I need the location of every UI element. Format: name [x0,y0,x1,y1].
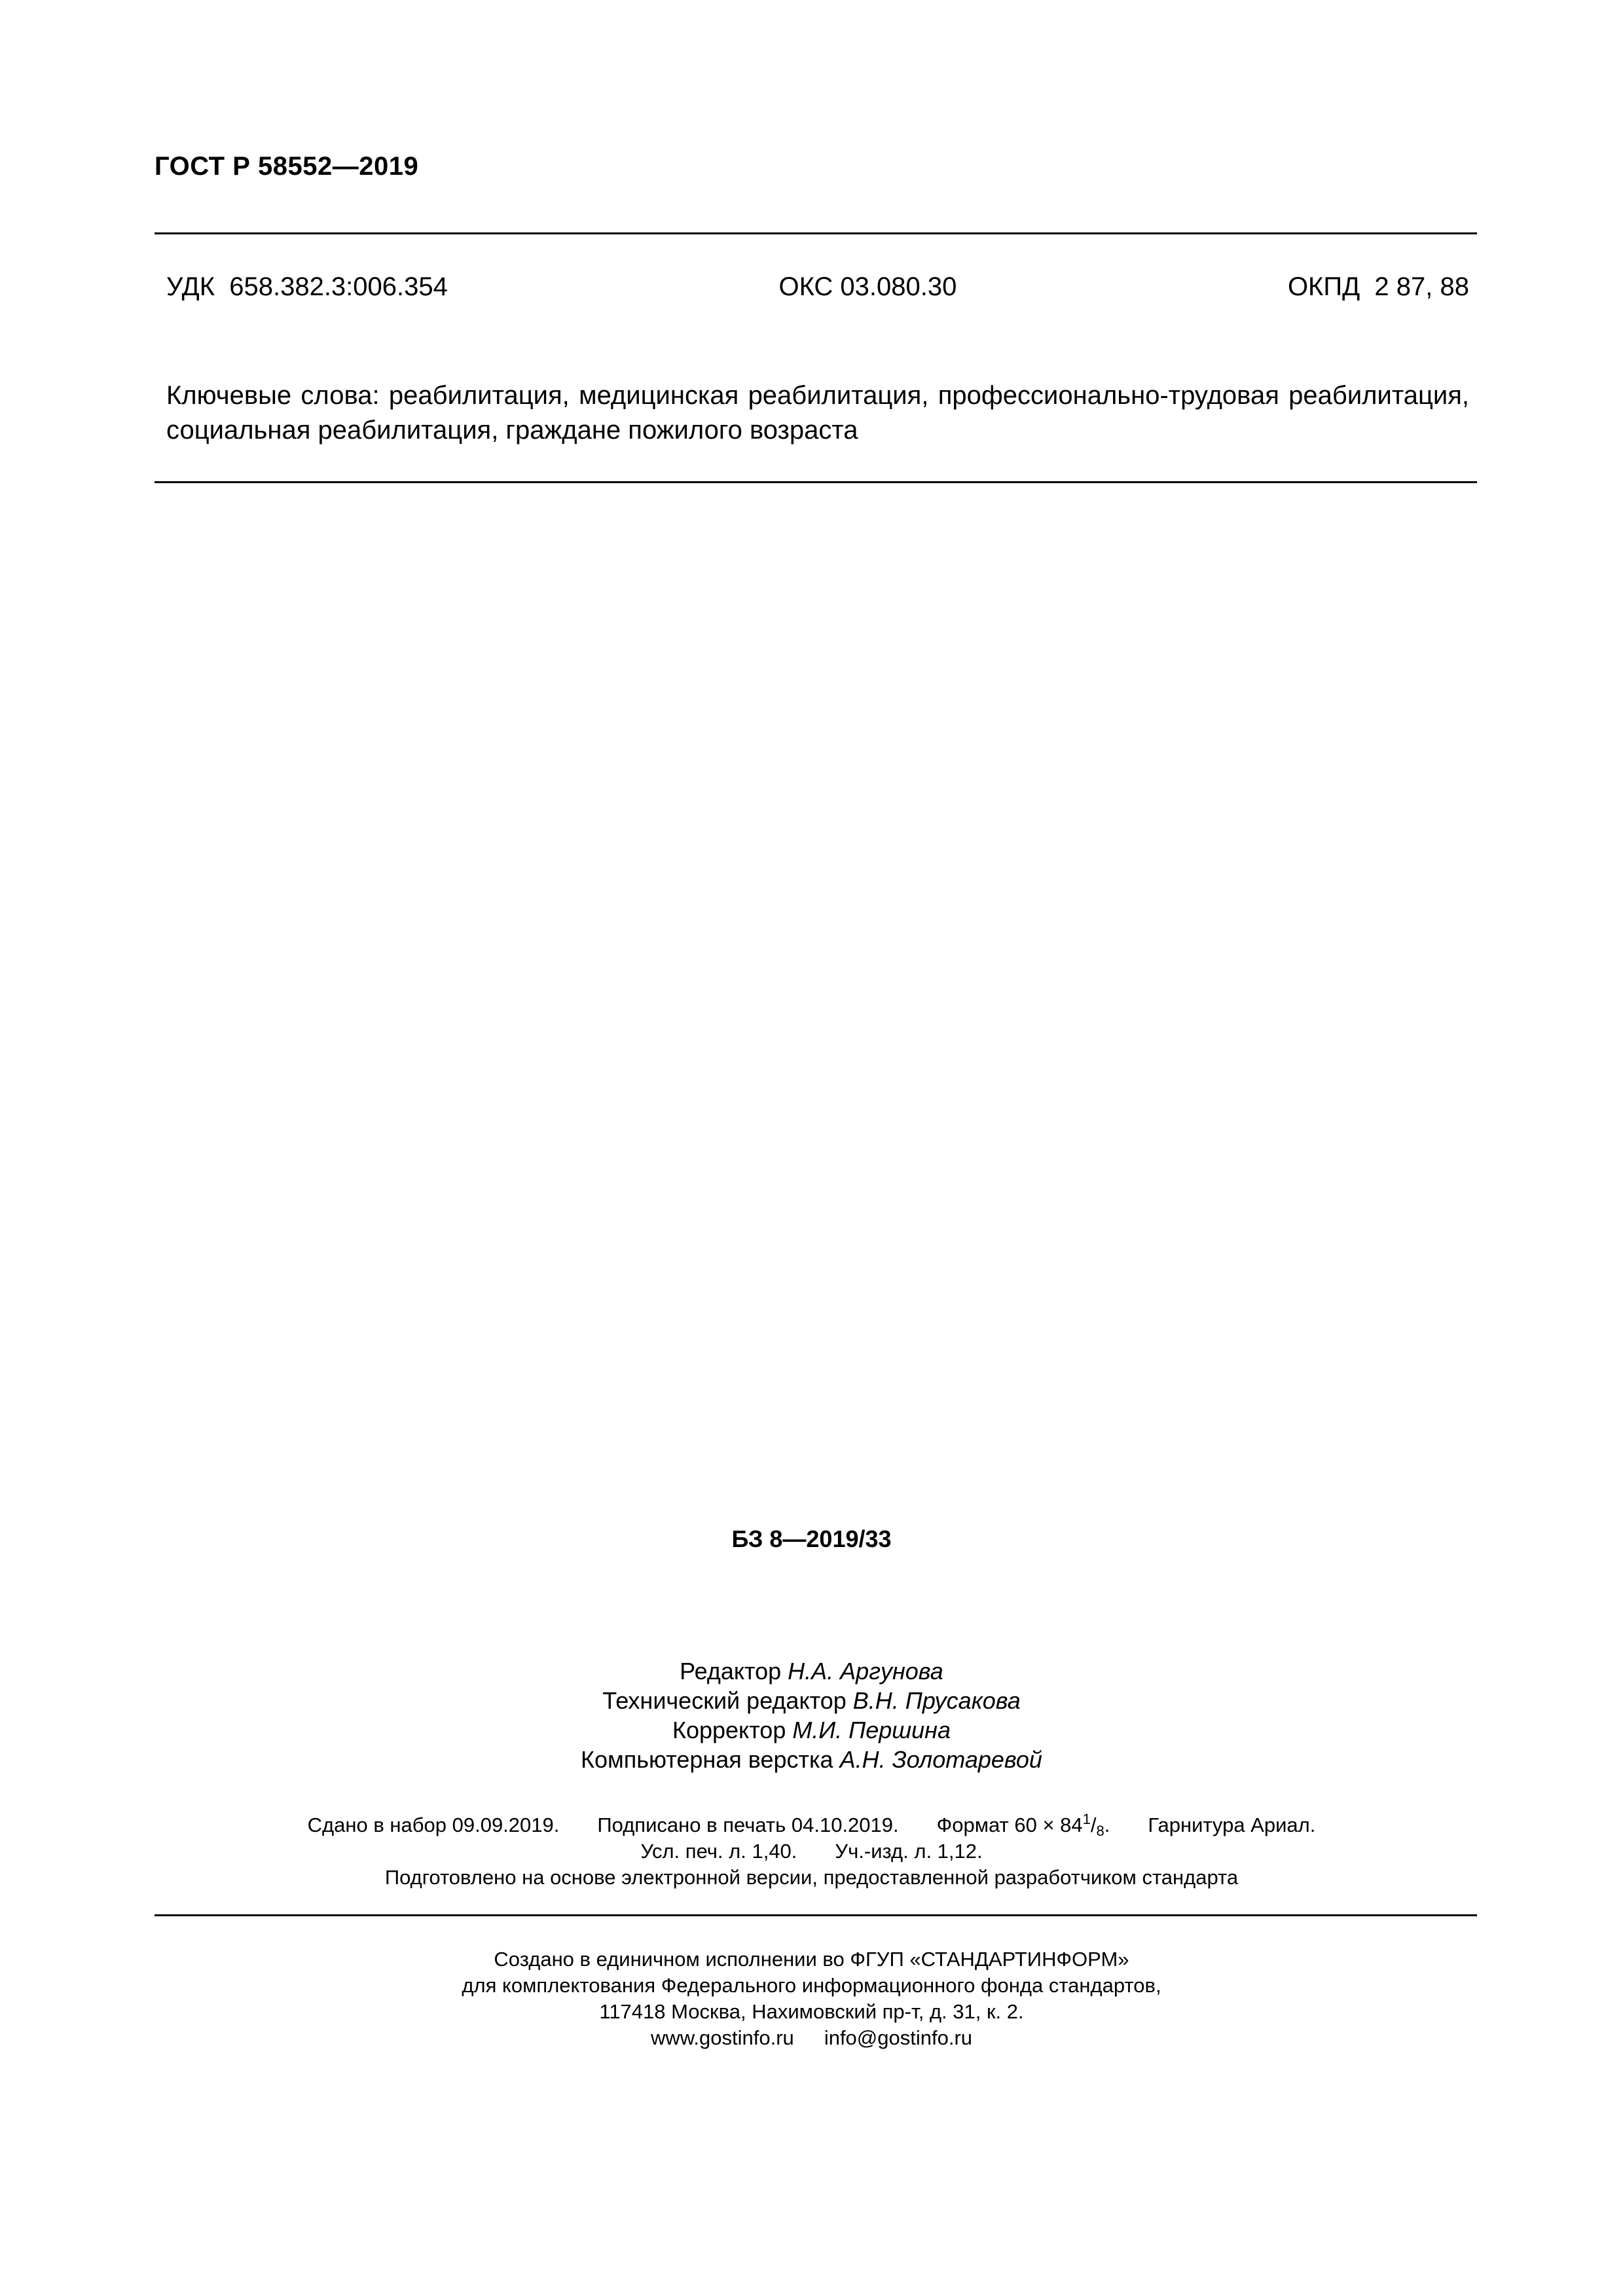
print-info-line-2 [0,1838,1623,1865]
bz-number: БЗ 8—2019/33 [731,1525,892,1552]
paper-format: Формат $60 \times 84^1/_8$. [936,1811,1110,1839]
credit-role: Корректор [672,1717,786,1743]
credit-proofreader [0,1715,1623,1745]
footer-line-1: Создано в единичном исполнении во ФГУП «СТАНДАРТИНФОРМ» [494,1948,1129,1971]
standard-id: ГОСТ Р 58552—2019 [155,152,419,181]
credit-layout [0,1745,1623,1774]
top-divider [155,232,1477,234]
signed-date: Подписано в печать 04.10.2019. [597,1813,899,1836]
credit-role: Технический редактор [602,1687,847,1714]
website-link[interactable]: www.gostinfo.ru [650,2026,794,2049]
typeface: Гарнитура Ариал. [1148,1813,1316,1836]
print-sheets: Усл. печ. л. 1,40. [640,1840,797,1863]
keywords-divider [155,481,1477,483]
publisher-footer [0,1946,1623,2051]
credit-name: Н.А. Аргунова [788,1658,943,1685]
footer-line-3: 117418 Москва, Нахимовский пр-т, д. 31, к. 2. [599,2000,1024,2023]
print-info-block [0,1812,1623,1891]
credit-role: Редактор [680,1658,782,1685]
footer-divider [155,1914,1477,1916]
footer-line-2: для комплектования Федерального информационного фонда стандартов, [462,1974,1161,1997]
okpd-code: ОКПД 2 87, 88 [1287,272,1469,301]
print-info-line-1 [0,1812,1623,1838]
submitted-date: Сдано в набор 09.09.2019. [307,1813,560,1836]
credit-editor [0,1656,1623,1686]
footer-contacts [0,2025,1623,2051]
classification-row [166,272,1469,302]
email-link[interactable]: info@gostinfo.ru [824,2026,973,2049]
credit-name: В.Н. Прусакова [852,1687,1021,1714]
credit-role: Компьютерная верстка [581,1746,833,1773]
publisher-sheets: Уч.-изд. л. 1,12. [835,1840,983,1863]
oks-code: ОКС 03.080.30 [778,272,957,301]
credit-name: А.Н. Золотаревой [839,1746,1042,1773]
credits-block [0,1656,1623,1774]
prepared-note: Подготовлено на основе электронной версии, предоставленной разработчиком стандарта [384,1866,1239,1889]
credit-tech-editor [0,1686,1623,1715]
credit-name: М.И. Першина [792,1717,951,1743]
keywords-paragraph: Ключевые слова: реабилитация, медицинская реабилитация, профессионально-трудовая реабилитация, социальная реабилитация, граждане пожилого возраста [166,381,1469,445]
udk-code: УДК 658.382.3:006.354 [166,272,448,301]
